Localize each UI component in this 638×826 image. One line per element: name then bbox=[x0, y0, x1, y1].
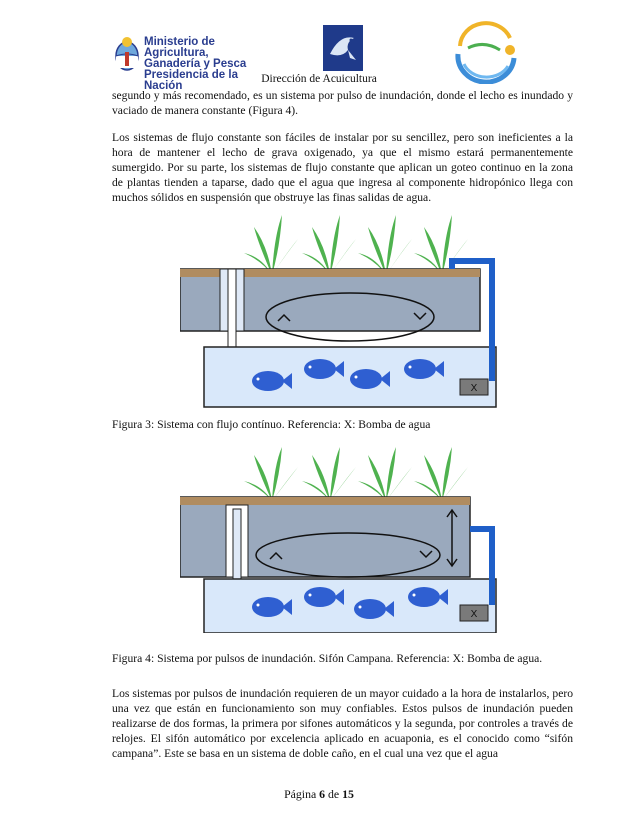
plants bbox=[244, 215, 468, 275]
fish-tank bbox=[204, 579, 496, 633]
footer-page-number: 6 bbox=[319, 787, 326, 801]
figure-4-flood-drain bbox=[180, 447, 502, 633]
footer-of: de bbox=[328, 787, 340, 801]
ministry-line-2: Ganadería y Pesca bbox=[144, 58, 247, 70]
grow-bed bbox=[180, 497, 470, 577]
pump-label: X bbox=[470, 609, 478, 620]
page-footer bbox=[0, 787, 638, 802]
figure-3-caption: Figura 3: Sistema con flujo contínuo. Referencia: X: Bomba de agua bbox=[112, 418, 431, 431]
footer-prefix: Página bbox=[284, 787, 317, 801]
fish-tank bbox=[204, 347, 496, 407]
paragraph-intro: segundo y más recomendado, es un sistema por pulso de inundación, donde el lecho es inundado y vaciado de manera constante (Figura 4). bbox=[112, 89, 573, 117]
fish-logo bbox=[322, 24, 364, 72]
flood-drain-diagram bbox=[180, 447, 502, 633]
ministry-line-1: Ministerio de Agricultura, bbox=[144, 36, 215, 59]
footer-page-total: 15 bbox=[342, 787, 354, 801]
paragraph-constant-flow: Los sistemas de flujo constante son fáciles de instalar por su sencillez, pero son ineficientes a la hora de mantener el lecho de grava oxigenado, ya que el mismo estará permanentemente sumergido. Por su parte, los sistemas de flujo constante que aplican un goteo continuo en la zona de plantas tienden a taparse, dado que el agua que ingresa al componente hidropónico llega con muchos sólidos en suspensión que obstruye las finas salidas de agua. bbox=[112, 131, 573, 204]
ministry-logo bbox=[112, 34, 262, 92]
figure-3-constant-flow bbox=[180, 213, 502, 409]
ministry-line-3: Presidencia de la Nación bbox=[144, 69, 238, 92]
plants bbox=[244, 447, 468, 501]
coat-of-arms-icon bbox=[112, 34, 142, 74]
gravel-top bbox=[180, 497, 470, 505]
paragraph-flood-pulses: Los sistemas por pulsos de inundación requieren de un mayor cuidado a la hora de instalarlos, pero una vez que están en funcionamiento son muy confiables. Estos pulsos de inundación pueden realizarse de dos formas, la primera por sifones automáticos y la segunda, por controles a través de relojes. El sifón automático por excelencia aplicado en acuaponia, es el conocido como “sifón campana”. Este se basa en un sistema de doble caño, en el cual una vez que el agua bbox=[112, 687, 573, 760]
fish-emblem-icon bbox=[322, 24, 364, 72]
pump-label: X bbox=[470, 383, 478, 394]
constant-flow-diagram bbox=[180, 213, 502, 409]
figure-4-caption: Figura 4: Sistema por pulsos de inundación. Sifón Campana. Referencia: X: Bomba de agua. bbox=[112, 652, 543, 665]
header-subtitle: Dirección de Acuicultura bbox=[261, 73, 377, 85]
